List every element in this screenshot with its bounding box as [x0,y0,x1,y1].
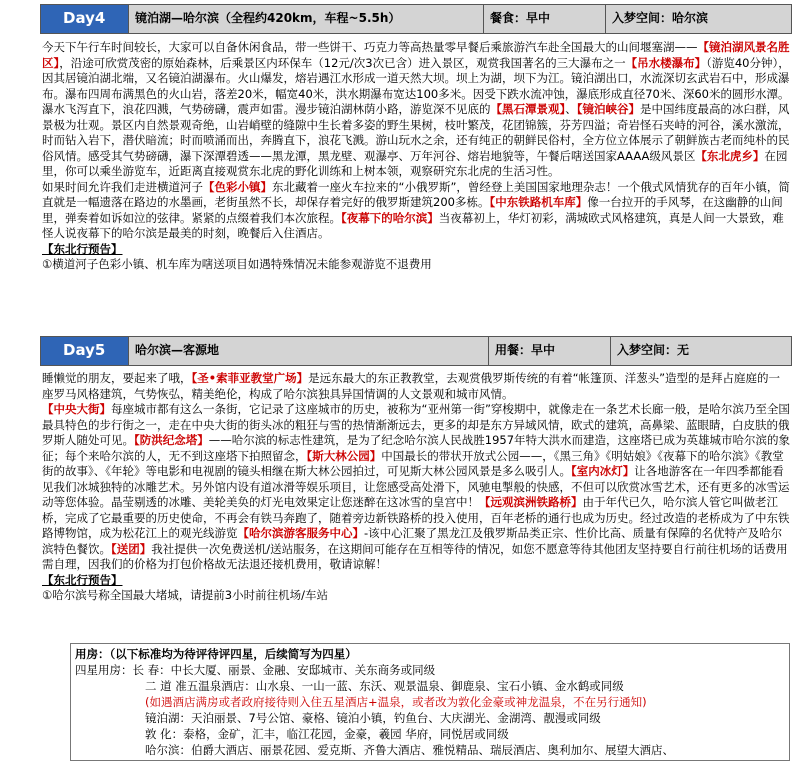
day5-notice: ①哈尔滨号称全国最大堵城，请提前3小时前往机场/车站 [42,588,328,602]
attraction-highlight: 【吊水楼瀑布】 [625,55,707,70]
day4-label: Day4 [41,5,128,33]
day5-body [42,371,790,604]
day4-body [42,40,790,273]
day5-notice-title: 【东北行预告】 [42,572,123,587]
attraction-highlight: 【中东铁路机车库】 [489,195,588,209]
hotel-title: 用房：（以下标准均为待评待评四星，后续简写为四星） [75,647,357,661]
attraction-highlight: 【远观滨洲铁路桥】 [479,495,583,509]
attraction-highlight: 【色彩小镇】 [203,179,272,194]
day5-hotel: 入梦空间：无 [610,337,791,365]
day4-meal: 餐食：早中 [483,5,605,33]
day4-paragraph-1: 今天下午行车时间较长，大家可以自备休闲食品，带一些饼干、巧克力等高热量零早餐后乘旅游汽车赴全国最大的山间堰塞湖——【镜泊湖风景名胜区】，沿途可欣赏茂密的原始森林，后乘景区内环保车（12元/次3次已含）进入景区，观赏我国著名的三大瀑布之一【吊水楼瀑布】（游览40分钟），因其居镜泊湖北端，又名镜泊湖瀑布。火山爆发，熔岩遇江水形成一道天然大坝。坝上为湖，坝下为江。镜泊湖出口，水流深切玄武岩石中，形成瀑布。瀑布四周布满黑色的火山岩，落差20米，幅宽40米，洪水期瀑布宽达100多米。因受下跌水流冲蚀，瀑底形成直径70米、深60米的圆形水潭。瀑水飞泻直下，浪花四溅，气势磅礴，震声如雷。漫步镜泊湖林荫小路，游览深不见底的【黑石潭景观】、【镜泊峡谷】是中国纬度最高的冰臼群，风景极为壮观。景区内自然景观奇绝，山岩峭壁的缝隙中生长着多姿的野生果树，枝叶繁茂，花团锦簇，芬芳四溢；奇岩怪石夹峙的河谷，溪水激流，时而钻入岩下，潜伏暗流；时而喷涌而出，奔腾直下，浪花飞溅。游山玩水之余，还有纯正的朝鲜民俗村，全方位立体展示了朝鲜族古老而纯朴的民俗风情。感受其气势磅礴，瀑下深潭碧透——黑龙潭，黑龙壁、观瀑亭、万年河谷、熔岩地貌等，午餐后嗐送国家AAAA级风景区【东北虎乡】在园里，你可以乘坐游览车，近距离直接观赏东北虎的野化训练和上树本领，观察研究东北虎的生活习性。 [42,40,790,178]
day5-route: 哈尔滨—客源地 [128,337,488,365]
day5-label: Day5 [41,337,128,365]
day5-paragraph-2: 【中央大街】每座城市都有这么一条街，它记录了这座城市的历史，被称为“亚州第一街”穿梭期中，就像走在一条艺术长廊一般，是哈尔滨乃至全国最具特色的步行街之一，走在中央大街的街头冰的粗狂与雪的热情渐渐远去，更多的却是东方异域风情，欧式的建筑，高鼻梁、蓝眼睛，白皮肤的俄罗斯人随处可见。【防洪纪念塔】——哈尔滨的标志性建筑，是为了纪念哈尔滨人民战胜1957年特大洪水而建造，这座塔已成为英雄城市哈尔滨的象征；每个来哈尔滨的人，无不到这座塔下拍照留念，【斯大林公园】中国最长的带状开放式公园——，《黑三角》《明姑娘》《夜幕下的哈尔滨》《教堂街的故事》、《年轮》等电影和电视剧的镜头相继在斯大林公园拍过，可见斯大林公园风景是多么吸引人。【室内冰灯】让各地游客在一年四季都能看见我们冰城独特的冰雕艺术。另外馆内设有道冰滑等娱乐项目，让您感受高处滑下，风驰电掣般的快感，不但可以欣赏冰雪艺术，还有更多的冰雪运动等您体验。晶莹剔透的冰雕、美轮美奂的灯光电效果定让您迷醉在这冰雪的皇宫中！【远观滨洲铁路桥】由于年代已久，哈尔滨人管它叫做老江桥，完成了它最重要的历史使命，不再会有铁马奔跑了，随着旁边新铁路桥的投入使用，百年老桥的通行也成为历史。经过改造的老桥成为了中东铁路博物馆，成为松花江上的观光线游览【哈尔滨游客服务中心】-该中心汇聚了黑龙江及俄罗斯品类正宗、性价比高、质量有保障的名优特产及哈尔滨特色餐饮。【送团】我社提供一次免费送机/送站服务，在这期间可能存在互相等待的情况，如您不愿意等待其他团友坚持要自行前往机场的话费用需自理，因我们的价格为打包价格故无法退还接机费用，敬请谅解！ [42,402,791,571]
day4-paragraph-2: 如果时间允许我们走进横道河子【色彩小镇】东北藏着一座火车拉来的“小俄罗斯”，曾经登上美国国家地理杂志！一个俄式风情犹存的百年小镇，简直就是一幅遗落在路边的水墨画，老街虽然不长，却保存着完好的俄罗斯建筑200多栋。【中东铁路机车库】像一台拉开的手风琴，在这幽静的山间里，弹奏着如诉如泣的弦律。紧紧的点缀着我们本次旅程。【夜幕下的哈尔滨】当夜幕初上，华灯初彩，满城欧式风格建筑，真是人间一大景致，难怪人说夜幕下的哈尔滨是最美的时刻，晚餐后入住酒店。 [42,179,790,240]
day4-notice-title: 【东北行预告】 [42,241,123,256]
attraction-highlight: 【镜泊湖风景名胜区】 [42,40,790,70]
day4-route: 镜泊湖—哈尔滨（全程约420km，车程~5.5h） [128,5,483,33]
attraction-highlight: 【夜幕下的哈尔滨】 [341,210,439,225]
attraction-highlight: 【东北虎乡】 [695,148,765,163]
attraction-highlight: 【镜泊峡谷】 [576,102,640,116]
hotel-table [70,643,790,761]
hotel-row: 哈尔滨：伯爵大酒店、丽景花园、爱克斯、齐鲁大酒店、雅悦精品、瑞辰酒店、奥利加尔、展望大酒店、 [145,743,674,757]
attraction-highlight: 【送团】 [111,541,152,556]
hotel-row: 镜泊湖：天泊丽景、7号公馆、豪格、镜泊小镇，钓鱼台、大庆湖光、金湖湾、靓漫或同级 [145,711,601,725]
attraction-highlight: 【中央大街】 [42,402,111,416]
attraction-highlight: 【防洪纪念塔】 [134,433,209,447]
day4-hotel: 入梦空间：哈尔滨 [605,5,791,33]
attraction-highlight: 【黑石潭景观】 [490,102,566,116]
attraction-highlight: 【圣•索菲亚教堂广场】 [191,371,309,385]
attraction-highlight: 【斯大林公园】 [306,448,382,463]
day4-header [40,4,792,34]
hotel-row: 二 道 准五温泉酒店：山水泉、一山一蓝、东沃、观景温泉、御鹿泉、宝石小镇、金水鹤或同级 [145,679,624,693]
hotel-row: 四星用房：长 春：中长大厦、丽景、金融、安邸城市、关东商务或同级 [75,663,436,677]
day5-meal: 用餐：早中 [488,337,610,365]
attraction-highlight: 【哈尔滨游客服务中心】 [237,526,364,540]
day4-notice: ①横道河子色彩小镇、机车库为嗐送项目如遇特殊情况未能参观游览不退费用 [42,257,432,271]
hotel-note: (如遇酒店满房或者政府接待则入住五星酒店+温泉，或者改为敦化金豪或神龙温泉，不在另行通知) [145,695,647,709]
day5-paragraph-1: 睡懒觉的朋友，要起来了哦，【圣•索菲亚教堂广场】是远东最大的东正教教堂，去观赏俄罗斯传统的有着“帐篷顶、洋葱头”造型的是拜占庭庭的一座罗马风格建筑，气势恢弘，精美绝伦，构成了哈尔滨独具异国情调的人文景观和城市风情。 [42,371,781,401]
day5-header [40,336,792,366]
attraction-highlight: 【室内冰灯】 [571,464,635,478]
hotel-row: 敦 化：泰格，金矿，汇丰，临江花园，金豪，羲园 华府，同悦居或同级 [145,727,509,741]
